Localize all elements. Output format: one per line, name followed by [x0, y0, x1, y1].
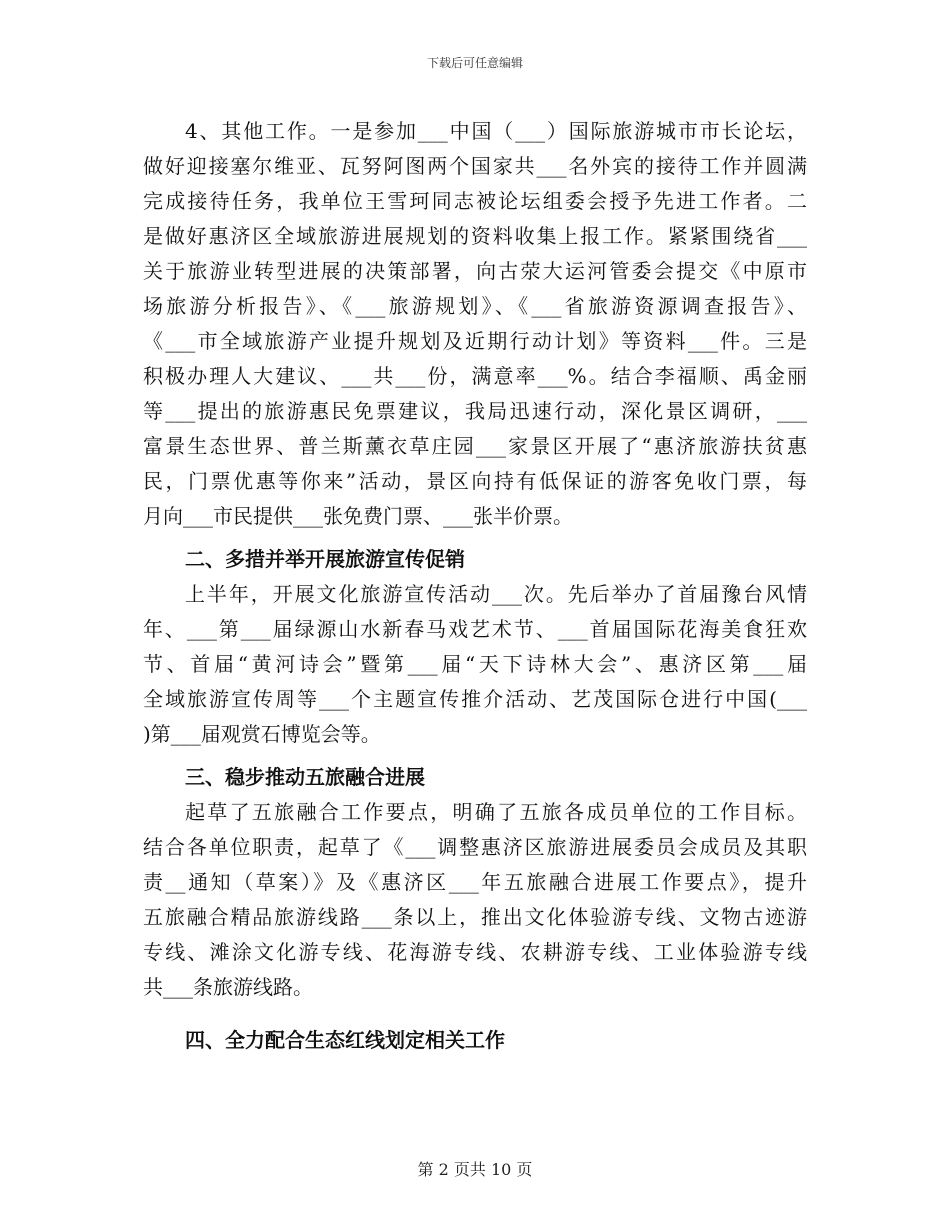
text-line: 共___条旅游线路。 — [143, 975, 313, 999]
page-footer: 第 2 页共 10 页 — [417, 1160, 533, 1179]
text-line: 责__通知（草案）》及《惠济区___年五旅融合进展工作要点》，提升 — [143, 870, 807, 894]
document-body — [143, 114, 807, 1058]
section-heading-4: 四、全力配合生态红线划定相关工作 — [185, 1028, 505, 1052]
text-line: 《___市全域旅游产业提升规划及近期行动计划》等资料___件。三是 — [143, 329, 807, 353]
paragraph-integration — [143, 795, 807, 1005]
text-line: 结合各单位职责，起草了《___调整惠济区旅游进展委员会成员及其职 — [143, 835, 807, 859]
paragraph-promotion — [143, 577, 807, 752]
text-line: 做好迎接塞尔维亚、瓦努阿图两个国家共___名外宾的接待工作并圆满 — [143, 154, 807, 178]
text-line: 关于旅游业转型进展的决策部署，向古荥大运河管委会提交《中原市 — [143, 259, 807, 283]
text-line: 专线、滩涂文化游专线、花海游专线、农耕游专线、工业体验游专线 — [143, 940, 807, 964]
text-line: 年、___第___届绿源山水新春马戏艺术节、___首届国际花海美食狂欢 — [143, 617, 807, 641]
text-line: 积极办理人大建议、___共___份，满意率___%。结合李福顺、禹金丽 — [143, 364, 807, 388]
text-line: 上半年，开展文化旅游宣传活动___次。先后举办了首届豫台风情 — [185, 582, 807, 606]
text-line: 民，门票优惠等你来”活动，景区向持有低保证的游客免收门票，每 — [143, 469, 807, 493]
text-line: 全域旅游宣传周等___个主题宣传推介活动、艺茂国际仓进行中国(___ — [143, 687, 807, 711]
text-line: 富景生态世界、普兰斯薰衣草庄园___家景区开展了“惠济旅游扶贫惠 — [143, 434, 807, 458]
page-header: 下载后可任意编辑 — [426, 56, 523, 70]
text-line: 月向___市民提供___张免费门票、___张半价票。 — [143, 504, 573, 528]
text-line: 节、首届“黄河诗会”暨第___届“天下诗林大会”、惠济区第___届 — [143, 652, 807, 676]
text-line: 场旅游分析报告》、《___旅游规划》、《___省旅游资源调查报告》、 — [143, 294, 807, 318]
text-line: 是做好惠济区全域旅游进展规划的资料收集上报工作。紧紧围绕省___ — [143, 224, 807, 248]
paragraph-other-work — [143, 114, 807, 534]
text-line: 等___提出的旅游惠民免票建议，我局迅速行动，深化景区调研，___ — [143, 399, 807, 423]
text-line: 完成接待任务，我单位王雪珂同志被论坛组委会授予先进工作者。二 — [143, 189, 807, 213]
section-heading-3: 三、稳步推动五旅融合进展 — [185, 765, 425, 789]
text-line: 起草了五旅融合工作要点，明确了五旅各成员单位的工作目标。 — [185, 800, 807, 824]
section-heading-2: 二、多措并举开展旅游宣传促销 — [185, 547, 465, 571]
text-line: )第___届观赏石博览会等。 — [143, 722, 381, 746]
text-line: 五旅融合精品旅游线路___条以上，推出文化体验游专线、文物古迹游 — [143, 905, 807, 929]
text-line: 4、其他工作。一是参加___中国（___）国际旅游城市市长论坛， — [185, 119, 807, 143]
